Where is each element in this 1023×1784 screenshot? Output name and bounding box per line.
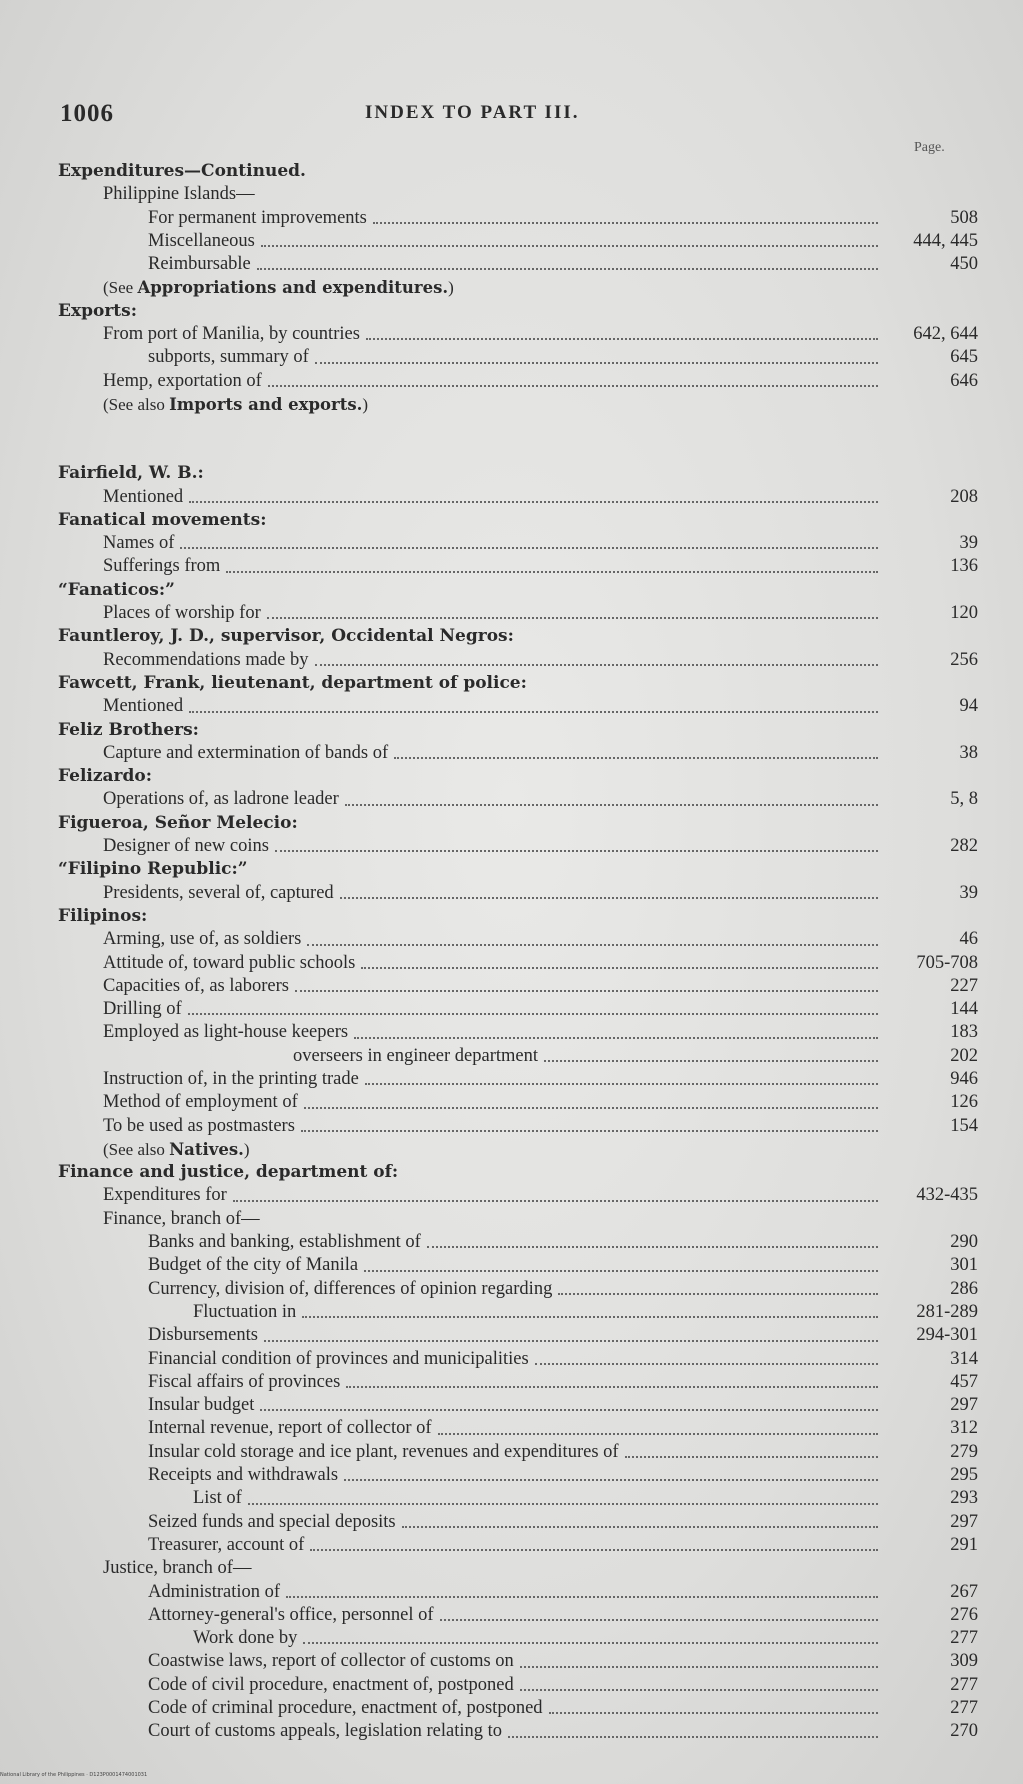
index-entry	[58, 649, 978, 672]
dot-leader	[558, 1293, 878, 1295]
dot-leader	[233, 1200, 878, 1202]
index-entry	[58, 230, 978, 253]
page-reference: 94	[959, 696, 978, 717]
heading-text: Fanatical movements:	[58, 509, 267, 530]
dot-leader	[267, 617, 878, 619]
dot-leader	[248, 1503, 878, 1505]
dot-leader	[261, 245, 878, 247]
index-entry	[58, 882, 978, 905]
page-reference: 277	[950, 1628, 978, 1649]
entry-text: To be used as postmasters	[103, 1115, 295, 1136]
dot-leader	[364, 1270, 878, 1272]
dot-leader	[508, 1736, 878, 1738]
index-entry	[58, 1417, 978, 1440]
page-reference: 705-708	[916, 952, 978, 973]
entry-text: Internal revenue, report of collector of	[148, 1418, 432, 1439]
entry-text: Capture and extermination of bands of	[103, 742, 389, 763]
index-entry	[58, 1697, 978, 1720]
entry-text: Miscellaneous	[148, 230, 255, 251]
dot-leader	[302, 1316, 878, 1318]
page-reference: 432-435	[916, 1185, 978, 1206]
index-entry	[58, 1324, 978, 1347]
dot-leader	[549, 1712, 878, 1714]
index-entry	[58, 1184, 978, 1207]
index-entry	[58, 207, 978, 230]
index-entry	[58, 1581, 978, 1604]
page-reference: 286	[950, 1278, 978, 1299]
see-target: Imports and exports.	[169, 394, 363, 414]
index-entry	[58, 1068, 978, 1091]
entry-text: Recommendations made by	[103, 649, 309, 670]
dot-leader	[275, 850, 878, 852]
page-reference: 144	[950, 999, 978, 1020]
entry-text: Treasurer, account of	[148, 1534, 305, 1555]
page-reference: 183	[950, 1022, 978, 1043]
page-reference: 291	[950, 1534, 978, 1555]
dot-leader	[315, 664, 878, 666]
dot-leader	[544, 1060, 878, 1062]
index-entry	[58, 975, 978, 998]
entry-text: For permanent improvements	[148, 207, 367, 228]
dot-leader	[310, 1549, 878, 1551]
entry-text: Names of	[103, 533, 175, 554]
dot-leader	[189, 711, 878, 713]
entry-text: overseers in engineer department	[293, 1045, 539, 1066]
index-heading	[58, 905, 978, 928]
entry-text: Places of worship for	[103, 603, 261, 624]
dot-leader	[402, 1526, 878, 1528]
page-reference: 282	[950, 836, 978, 857]
index-entry	[58, 602, 978, 625]
page-reference: 301	[950, 1255, 978, 1276]
see-reference	[58, 1138, 978, 1161]
index-entry	[58, 1487, 978, 1510]
dot-leader	[344, 1479, 878, 1481]
index-entry	[58, 998, 978, 1021]
page-reference: 294-301	[916, 1325, 978, 1346]
index-list	[58, 160, 978, 1744]
heading-text: Fauntleroy, J. D., supervisor, Occidental Negros:	[58, 626, 514, 647]
page-reference: 297	[950, 1395, 978, 1416]
dot-leader	[438, 1433, 878, 1435]
page-reference: 314	[950, 1348, 978, 1369]
entry-text: Employed as light-house keepers	[103, 1022, 349, 1043]
entry-text: Capacities of, as laborers	[103, 975, 289, 996]
dot-leader	[268, 385, 878, 387]
entry-text: Method of employment of	[103, 1092, 298, 1113]
index-entry	[58, 1301, 978, 1324]
page-reference: 279	[950, 1441, 978, 1462]
page-reference: 642, 644	[913, 324, 978, 345]
index-entry	[58, 1627, 978, 1650]
entry-text: Coastwise laws, report of collector of customs on	[148, 1651, 514, 1672]
dot-leader	[307, 944, 878, 946]
see-reference-text	[103, 1138, 250, 1161]
entry-text: Financial condition of provinces and municipalities	[148, 1348, 529, 1369]
index-entry	[58, 323, 978, 346]
page-reference: 946	[950, 1068, 978, 1089]
entry-text: Code of civil procedure, enactment of, postponed	[148, 1674, 514, 1695]
index-entry	[58, 486, 978, 509]
page-reference: 293	[950, 1488, 978, 1509]
see-reference	[58, 276, 978, 299]
dot-leader	[303, 1642, 878, 1644]
entry-text: Presidents, several of, captured	[103, 882, 334, 903]
see-suffix: )	[362, 394, 369, 414]
page-reference: 444, 445	[913, 230, 978, 251]
entry-text: Code of criminal procedure, enactment of, postponed	[148, 1698, 543, 1718]
page-column-heading: Page.	[914, 140, 945, 155]
page-reference: 256	[950, 649, 978, 670]
dot-leader	[427, 1246, 878, 1248]
entry-text: Operations of, as ladrone leader	[103, 789, 339, 810]
index-heading	[58, 625, 978, 648]
dot-leader	[520, 1689, 878, 1691]
heading-text: Fawcett, Frank, lieutenant, department of police:	[58, 672, 527, 693]
page-reference: 312	[950, 1418, 978, 1439]
scan-footer: National Library of the Philippines · D123P0001474001031	[0, 1772, 148, 1778]
section-gap	[58, 416, 978, 462]
index-entry	[58, 1208, 978, 1231]
dot-leader	[365, 1083, 878, 1085]
see-prefix: (See also	[103, 394, 170, 414]
page-reference: 281-289	[916, 1301, 978, 1322]
dot-leader	[354, 1037, 878, 1039]
entry-text: Disbursements	[148, 1325, 258, 1346]
index-entry	[58, 1371, 978, 1394]
page-reference: 208	[950, 486, 978, 507]
entry-text: Arming, use of, as soldiers	[103, 929, 302, 950]
dot-leader	[286, 1596, 878, 1598]
entry-text: From port of Manilia, by countries	[103, 324, 360, 345]
entry-text: Fluctuation in	[193, 1301, 297, 1322]
page-reference: 277	[950, 1698, 978, 1718]
entry-text: List of	[193, 1488, 242, 1509]
page-reference: 126	[950, 1092, 978, 1113]
dot-leader	[366, 338, 878, 340]
index-heading	[58, 1161, 978, 1184]
entry-text: Expenditures for	[103, 1185, 227, 1206]
index-entry	[58, 1115, 978, 1138]
dot-leader	[394, 757, 878, 759]
see-reference-text	[103, 276, 454, 299]
index-heading	[58, 462, 978, 485]
running-title: INDEX TO PART III.	[365, 102, 580, 123]
index-heading	[58, 509, 978, 532]
index-entry	[58, 1045, 978, 1068]
index-entry	[58, 952, 978, 975]
heading-text: “Fanaticos:”	[58, 579, 175, 600]
entry-text: Hemp, exportation of	[103, 370, 262, 391]
heading-text: “Filipino Republic:”	[58, 859, 248, 880]
entry-text: Reimbursable	[148, 254, 251, 275]
index-entry	[58, 1394, 978, 1417]
page-reference: 120	[950, 603, 978, 624]
dot-leader	[257, 268, 878, 270]
dot-leader	[189, 501, 878, 503]
index-entry	[58, 1674, 978, 1697]
page-reference: 457	[950, 1371, 978, 1392]
entry-text: Court of customs appeals, legislation relating to	[148, 1721, 503, 1742]
heading-text: Felizardo:	[58, 766, 152, 787]
dot-leader	[180, 547, 878, 549]
see-suffix: )	[448, 278, 454, 298]
entry-text: Mentioned	[103, 696, 184, 717]
index-heading	[58, 672, 978, 695]
index-heading	[58, 719, 978, 742]
page-reference: 276	[950, 1604, 978, 1625]
index-entry	[58, 1604, 978, 1627]
dot-leader	[188, 1013, 878, 1015]
entry-text: Insular cold storage and ice plant, revenues and expenditures of	[148, 1441, 619, 1462]
dot-leader	[520, 1666, 878, 1668]
entry-text: Attorney-general's office, personnel of	[148, 1604, 434, 1625]
index-entry	[58, 1021, 978, 1044]
dot-leader	[315, 362, 878, 364]
index-entry	[58, 1720, 978, 1743]
entry-text: Sufferings from	[103, 556, 221, 577]
dot-leader	[345, 804, 878, 806]
see-reference-text	[103, 393, 368, 416]
index-heading	[58, 579, 978, 602]
index-entry	[58, 1557, 978, 1580]
page-number: 1006	[60, 100, 114, 127]
entry-text: Banks and banking, establishment of	[148, 1232, 421, 1253]
heading-text: Exports:	[58, 300, 137, 321]
index-entry	[58, 346, 978, 369]
dot-leader	[295, 990, 878, 992]
index-entry	[58, 1650, 978, 1673]
page-reference: 5, 8	[950, 789, 978, 810]
page-reference: 297	[950, 1511, 978, 1532]
index-entry	[58, 183, 978, 206]
page-reference: 154	[950, 1115, 978, 1136]
heading-text: Figueroa, Señor Melecio:	[58, 812, 298, 833]
dot-leader	[304, 1107, 878, 1109]
page-reference: 277	[950, 1674, 978, 1695]
index-entry	[58, 253, 978, 276]
entry-text: Instruction of, in the printing trade	[103, 1068, 359, 1089]
see-suffix: )	[243, 1139, 250, 1159]
page-reference: 270	[950, 1721, 978, 1742]
page-reference: 508	[950, 207, 978, 228]
entry-text: Currency, division of, differences of opinion regarding	[148, 1278, 553, 1299]
entry-text: Designer of new coins	[103, 836, 269, 857]
dot-leader	[226, 571, 878, 573]
index-entry	[58, 928, 978, 951]
page-reference: 450	[950, 254, 978, 275]
index-entry	[58, 835, 978, 858]
page-reference: 646	[950, 370, 978, 391]
dot-leader	[264, 1340, 878, 1342]
entry-text: Mentioned	[103, 486, 184, 507]
dot-leader	[340, 897, 878, 899]
index-heading	[58, 765, 978, 788]
heading-text: Expenditures—Continued.	[58, 161, 306, 181]
dot-leader	[625, 1456, 878, 1458]
index-entry	[58, 742, 978, 765]
page-reference: 309	[950, 1651, 978, 1672]
entry-text: Attitude of, toward public schools	[103, 952, 356, 973]
page-reference: 39	[959, 882, 978, 903]
page-reference: 39	[959, 533, 978, 554]
index-entry	[58, 1231, 978, 1254]
see-prefix: (See	[103, 278, 138, 298]
see-target: Appropriations and expenditures.	[137, 278, 449, 298]
dot-leader	[260, 1409, 878, 1411]
page-reference: 645	[950, 347, 978, 368]
page-reference: 227	[950, 975, 978, 996]
dot-leader	[535, 1363, 878, 1365]
heading-text: Filipinos:	[58, 905, 148, 926]
entry-text: Drilling of	[103, 999, 182, 1020]
page-reference: 46	[959, 929, 978, 950]
see-target: Natives.	[169, 1139, 244, 1159]
heading-text: Finance and justice, department of:	[58, 1162, 399, 1183]
entry-text: Budget of the city of Manila	[148, 1255, 359, 1276]
index-entry	[58, 532, 978, 555]
entry-text: Administration of	[148, 1581, 281, 1602]
see-reference	[58, 393, 978, 416]
page-reference: 290	[950, 1232, 978, 1253]
dot-leader	[361, 967, 878, 969]
index-entry	[58, 370, 978, 393]
index-heading	[58, 858, 978, 881]
index-entry	[58, 555, 978, 578]
index-entry	[58, 1254, 978, 1277]
entry-text: subports, summary of	[148, 347, 309, 368]
entry-text: Work done by	[193, 1628, 298, 1649]
index-heading	[58, 300, 978, 323]
entry-text: Receipts and withdrawals	[148, 1465, 339, 1486]
heading-text: Feliz Brothers:	[58, 719, 199, 740]
dot-leader	[440, 1619, 878, 1621]
index-entry	[58, 695, 978, 718]
index-entry	[58, 1511, 978, 1534]
page-reference: 38	[959, 742, 978, 763]
page-header	[60, 100, 980, 132]
dot-leader	[346, 1386, 878, 1388]
entry-text: Insular budget	[148, 1395, 255, 1416]
page-reference: 295	[950, 1465, 978, 1486]
page-reference: 136	[950, 556, 978, 577]
entry-text: Seized funds and special deposits	[148, 1511, 396, 1532]
entry-text: Justice, branch of—	[103, 1558, 252, 1579]
index-entry	[58, 1278, 978, 1301]
index-heading	[58, 160, 978, 183]
index-entry	[58, 1348, 978, 1371]
index-entry	[58, 1464, 978, 1487]
page-reference: 267	[950, 1581, 978, 1602]
entry-text: Philippine Islands—	[103, 184, 255, 205]
index-entry	[58, 788, 978, 811]
index-entry	[58, 1534, 978, 1557]
index-entry	[58, 1441, 978, 1464]
dot-leader	[301, 1130, 878, 1132]
index-heading	[58, 812, 978, 835]
dot-leader	[373, 222, 878, 224]
see-prefix: (See also	[103, 1139, 170, 1159]
entry-text: Fiscal affairs of provinces	[148, 1371, 341, 1392]
heading-text: Fairfield, W. B.:	[58, 463, 204, 484]
entry-text: Finance, branch of—	[103, 1208, 260, 1229]
page-reference: 202	[950, 1045, 978, 1066]
index-entry	[58, 1091, 978, 1114]
